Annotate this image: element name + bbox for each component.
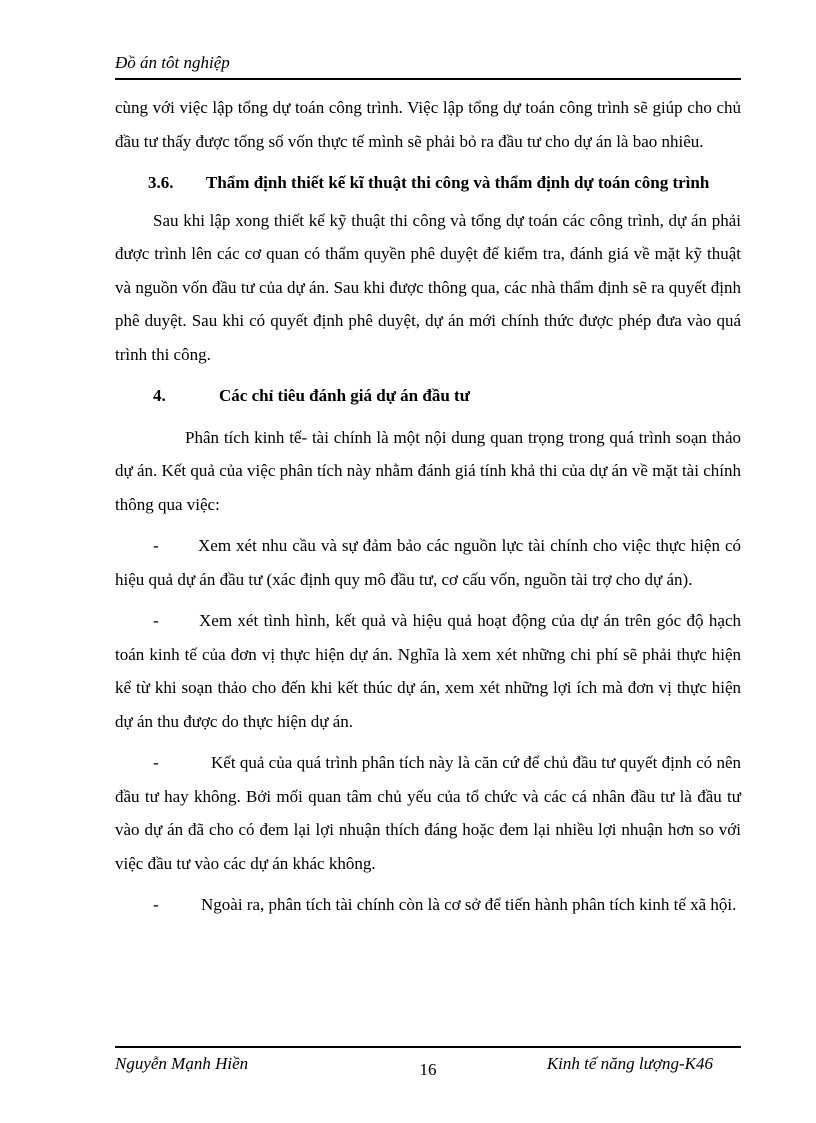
page-header bbox=[115, 52, 741, 80]
footer-class: Kinh tế năng lượng-K46 bbox=[546, 1054, 713, 1073]
bullet-dash: - bbox=[153, 611, 159, 630]
paragraph-appraisal: Sau khi lập xong thiết kế kỹ thuật thi công và tổng dự toán các công trình, dự án phải được trình lên các cơ quan có thẩm quyền phê duyệt để kiểm tra, đánh giá về mặt kỹ thuật và nguồn vốn đầu tư của dự án. Sau khi được thông qua, các nhà thẩm định sẽ ra quyết định phê duyệt. Sau khi có quyết định phê duyệt, dự án mới chính thức được phép đưa vào quá trình thi công. bbox=[115, 210, 741, 364]
page-body bbox=[115, 91, 741, 922]
header-title: Đồ án tôt nghiệp bbox=[115, 53, 230, 72]
bullet-text: Xem xét nhu cầu và sự đảm bảo các nguồn lực tài chính cho việc thực hiện có hiệu quả dự án đầu tư (xác định quy mô đầu tư, cơ cấu vốn, nguồn tài trợ cho dự án). bbox=[115, 536, 741, 589]
bullet-item bbox=[115, 529, 741, 596]
bullet-text: Kết quả của quá trình phân tích này là căn cứ để chủ đầu tư quyết định có nên đầu tư hay không. Bởi mối quan tâm chủ yếu của tổ chức và các cá nhân đầu tư là đầu tư vào dự án đã cho có đem lại lợi nhuận thích đáng hoặc đem lại nhiều lợi nhuận hơn so với việc đầu tư vào các dự án khác không. bbox=[115, 753, 741, 873]
heading-3-6-number: 3.6. bbox=[148, 173, 174, 192]
paragraph-analysis: Phân tích kinh tế- tài chính là một nội dung quan trọng trong quá trình soạn thảo dự án. Kết quả của việc phân tích này nhằm đánh giá tính khả thi của dự án về mặt tài chính thông qua việc: bbox=[115, 427, 741, 514]
heading-4-number: 4. bbox=[153, 386, 166, 405]
bullet-dash: - bbox=[153, 895, 159, 914]
page-number: 16 bbox=[419, 1060, 437, 1079]
page-footer bbox=[115, 1046, 741, 1088]
bullet-text: Ngoài ra, phân tích tài chính còn là cơ sở để tiến hành phân tích kinh tế xã hội. bbox=[201, 895, 737, 914]
bullet-text: Xem xét tình hình, kết quả và hiệu quả hoạt động của dự án trên góc độ hạch toán kinh tế của đơn vị thực hiện dự án. Nghĩa là xem xét những chi phí sẽ phải thực hiện kể từ khi soạn thảo cho đến khi kết thúc dự án, xem xét những lợi ích mà đơn vị thực hiện dự án thu được do thực hiện dự án. bbox=[115, 611, 741, 731]
heading-4-text: Các chỉ tiêu đánh giá dự án đầu tư bbox=[219, 386, 470, 405]
bullet-dash: - bbox=[153, 753, 159, 772]
heading-3-6 bbox=[115, 166, 741, 200]
heading-4 bbox=[115, 379, 741, 413]
bullet-dash: - bbox=[153, 536, 159, 555]
footer-author: Nguyễn Mạnh Hiền bbox=[115, 1054, 249, 1073]
heading-3-6-text: Thẩm định thiết kế kĩ thuật thi công và thẩm định dự toán công trình bbox=[206, 173, 710, 192]
bullet-item bbox=[115, 888, 741, 922]
bullet-item bbox=[115, 604, 741, 738]
bullet-item bbox=[115, 746, 741, 880]
paragraph-intro: cùng với việc lập tổng dự toán công trình. Việc lập tổng dự toán công trình sẽ giúp cho chủ đầu tư thấy được tổng số vốn thực tế mình sẽ phải bỏ ra đầu tư cho dự án là bao nhiêu. bbox=[115, 98, 741, 151]
